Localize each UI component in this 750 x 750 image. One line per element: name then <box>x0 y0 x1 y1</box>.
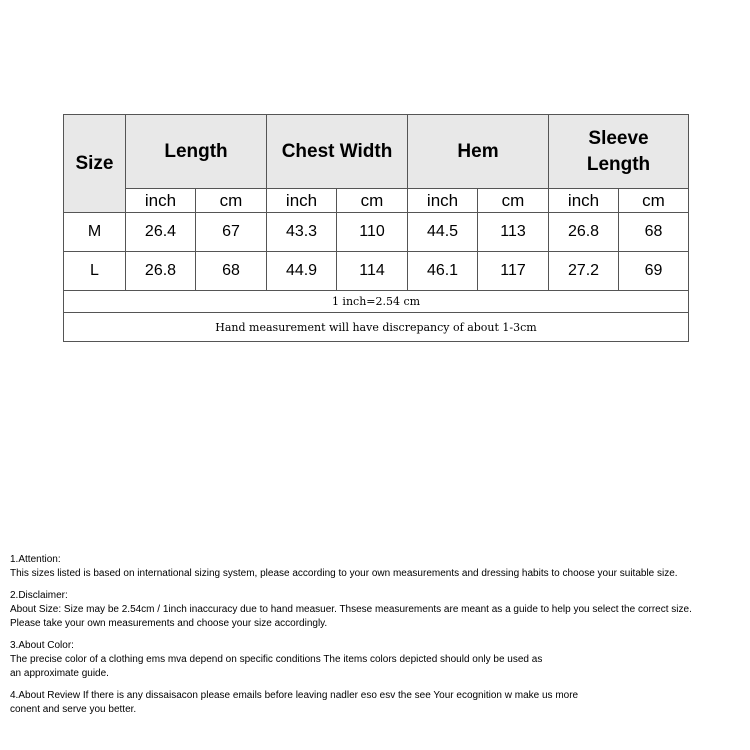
value-cell: 44.9 <box>267 252 337 291</box>
note-heading: 1.Attention: <box>10 554 61 565</box>
note-review <box>10 689 745 717</box>
unit-cell: inch <box>549 189 619 213</box>
size-cell: M <box>64 213 126 252</box>
value-cell: 26.8 <box>126 252 196 291</box>
note-color <box>10 639 745 681</box>
value-cell: 114 <box>337 252 408 291</box>
note-disclaimer <box>10 589 745 631</box>
notes-section <box>10 553 745 725</box>
unit-cell: inch <box>126 189 196 213</box>
chest-width-header: Chest Width <box>267 115 408 189</box>
unit-cell: cm <box>478 189 549 213</box>
value-cell: 26.8 <box>549 213 619 252</box>
conversion-note: 1 inch=2.54 cm <box>64 291 689 313</box>
value-cell: 113 <box>478 213 549 252</box>
unit-row <box>64 189 689 213</box>
hem-header: Hem <box>408 115 549 189</box>
note-text: About Size: Size may be 2.54cm / 1inch inaccuracy due to hand measuer. Thsese measurements are meant as a guide to help you select the correct size. <box>10 604 692 615</box>
conversion-row <box>64 291 689 313</box>
value-cell: 67 <box>196 213 267 252</box>
value-cell: 69 <box>619 252 689 291</box>
value-cell: 44.5 <box>408 213 478 252</box>
value-cell: 46.1 <box>408 252 478 291</box>
sleeve-length-label: Sleeve Length <box>586 127 651 175</box>
note-text: Please take your own measurements and choose your size accordingly. <box>10 618 328 629</box>
size-header: Size <box>64 115 126 213</box>
unit-cell: cm <box>196 189 267 213</box>
unit-cell: cm <box>619 189 689 213</box>
note-text: The precise color of a clothing ems mva depend on specific conditions The items colors depicted should only be used as <box>10 654 543 665</box>
table-row <box>64 252 689 291</box>
value-cell: 68 <box>196 252 267 291</box>
value-cell: 68 <box>619 213 689 252</box>
unit-cell: inch <box>267 189 337 213</box>
value-cell: 110 <box>337 213 408 252</box>
discrepancy-note: Hand measurement will have discrepancy of about 1-3cm <box>64 313 689 342</box>
note-attention <box>10 553 745 581</box>
value-cell: 27.2 <box>549 252 619 291</box>
unit-cell: inch <box>408 189 478 213</box>
header-row <box>64 115 689 189</box>
value-cell: 117 <box>478 252 549 291</box>
value-cell: 26.4 <box>126 213 196 252</box>
table-row <box>64 213 689 252</box>
note-text: conent and serve you better. <box>10 704 137 715</box>
size-cell: L <box>64 252 126 291</box>
note-text: 4.About Review If there is any dissaisacon please emails before leaving nadler eso esv the see Your ecognition w make us more <box>10 690 579 701</box>
note-heading: 2.Disclaimer: <box>10 590 68 601</box>
value-cell: 43.3 <box>267 213 337 252</box>
note-text: an approximate guide. <box>10 668 109 679</box>
discrepancy-row <box>64 313 689 342</box>
size-chart-table <box>63 114 689 342</box>
sleeve-length-header <box>549 115 689 189</box>
length-header: Length <box>126 115 267 189</box>
note-heading: 3.About Color: <box>10 640 74 651</box>
note-text: This sizes listed is based on international sizing system, please according to your own measurements and dressing habits to choose your suitable size. <box>10 568 678 579</box>
unit-cell: cm <box>337 189 408 213</box>
